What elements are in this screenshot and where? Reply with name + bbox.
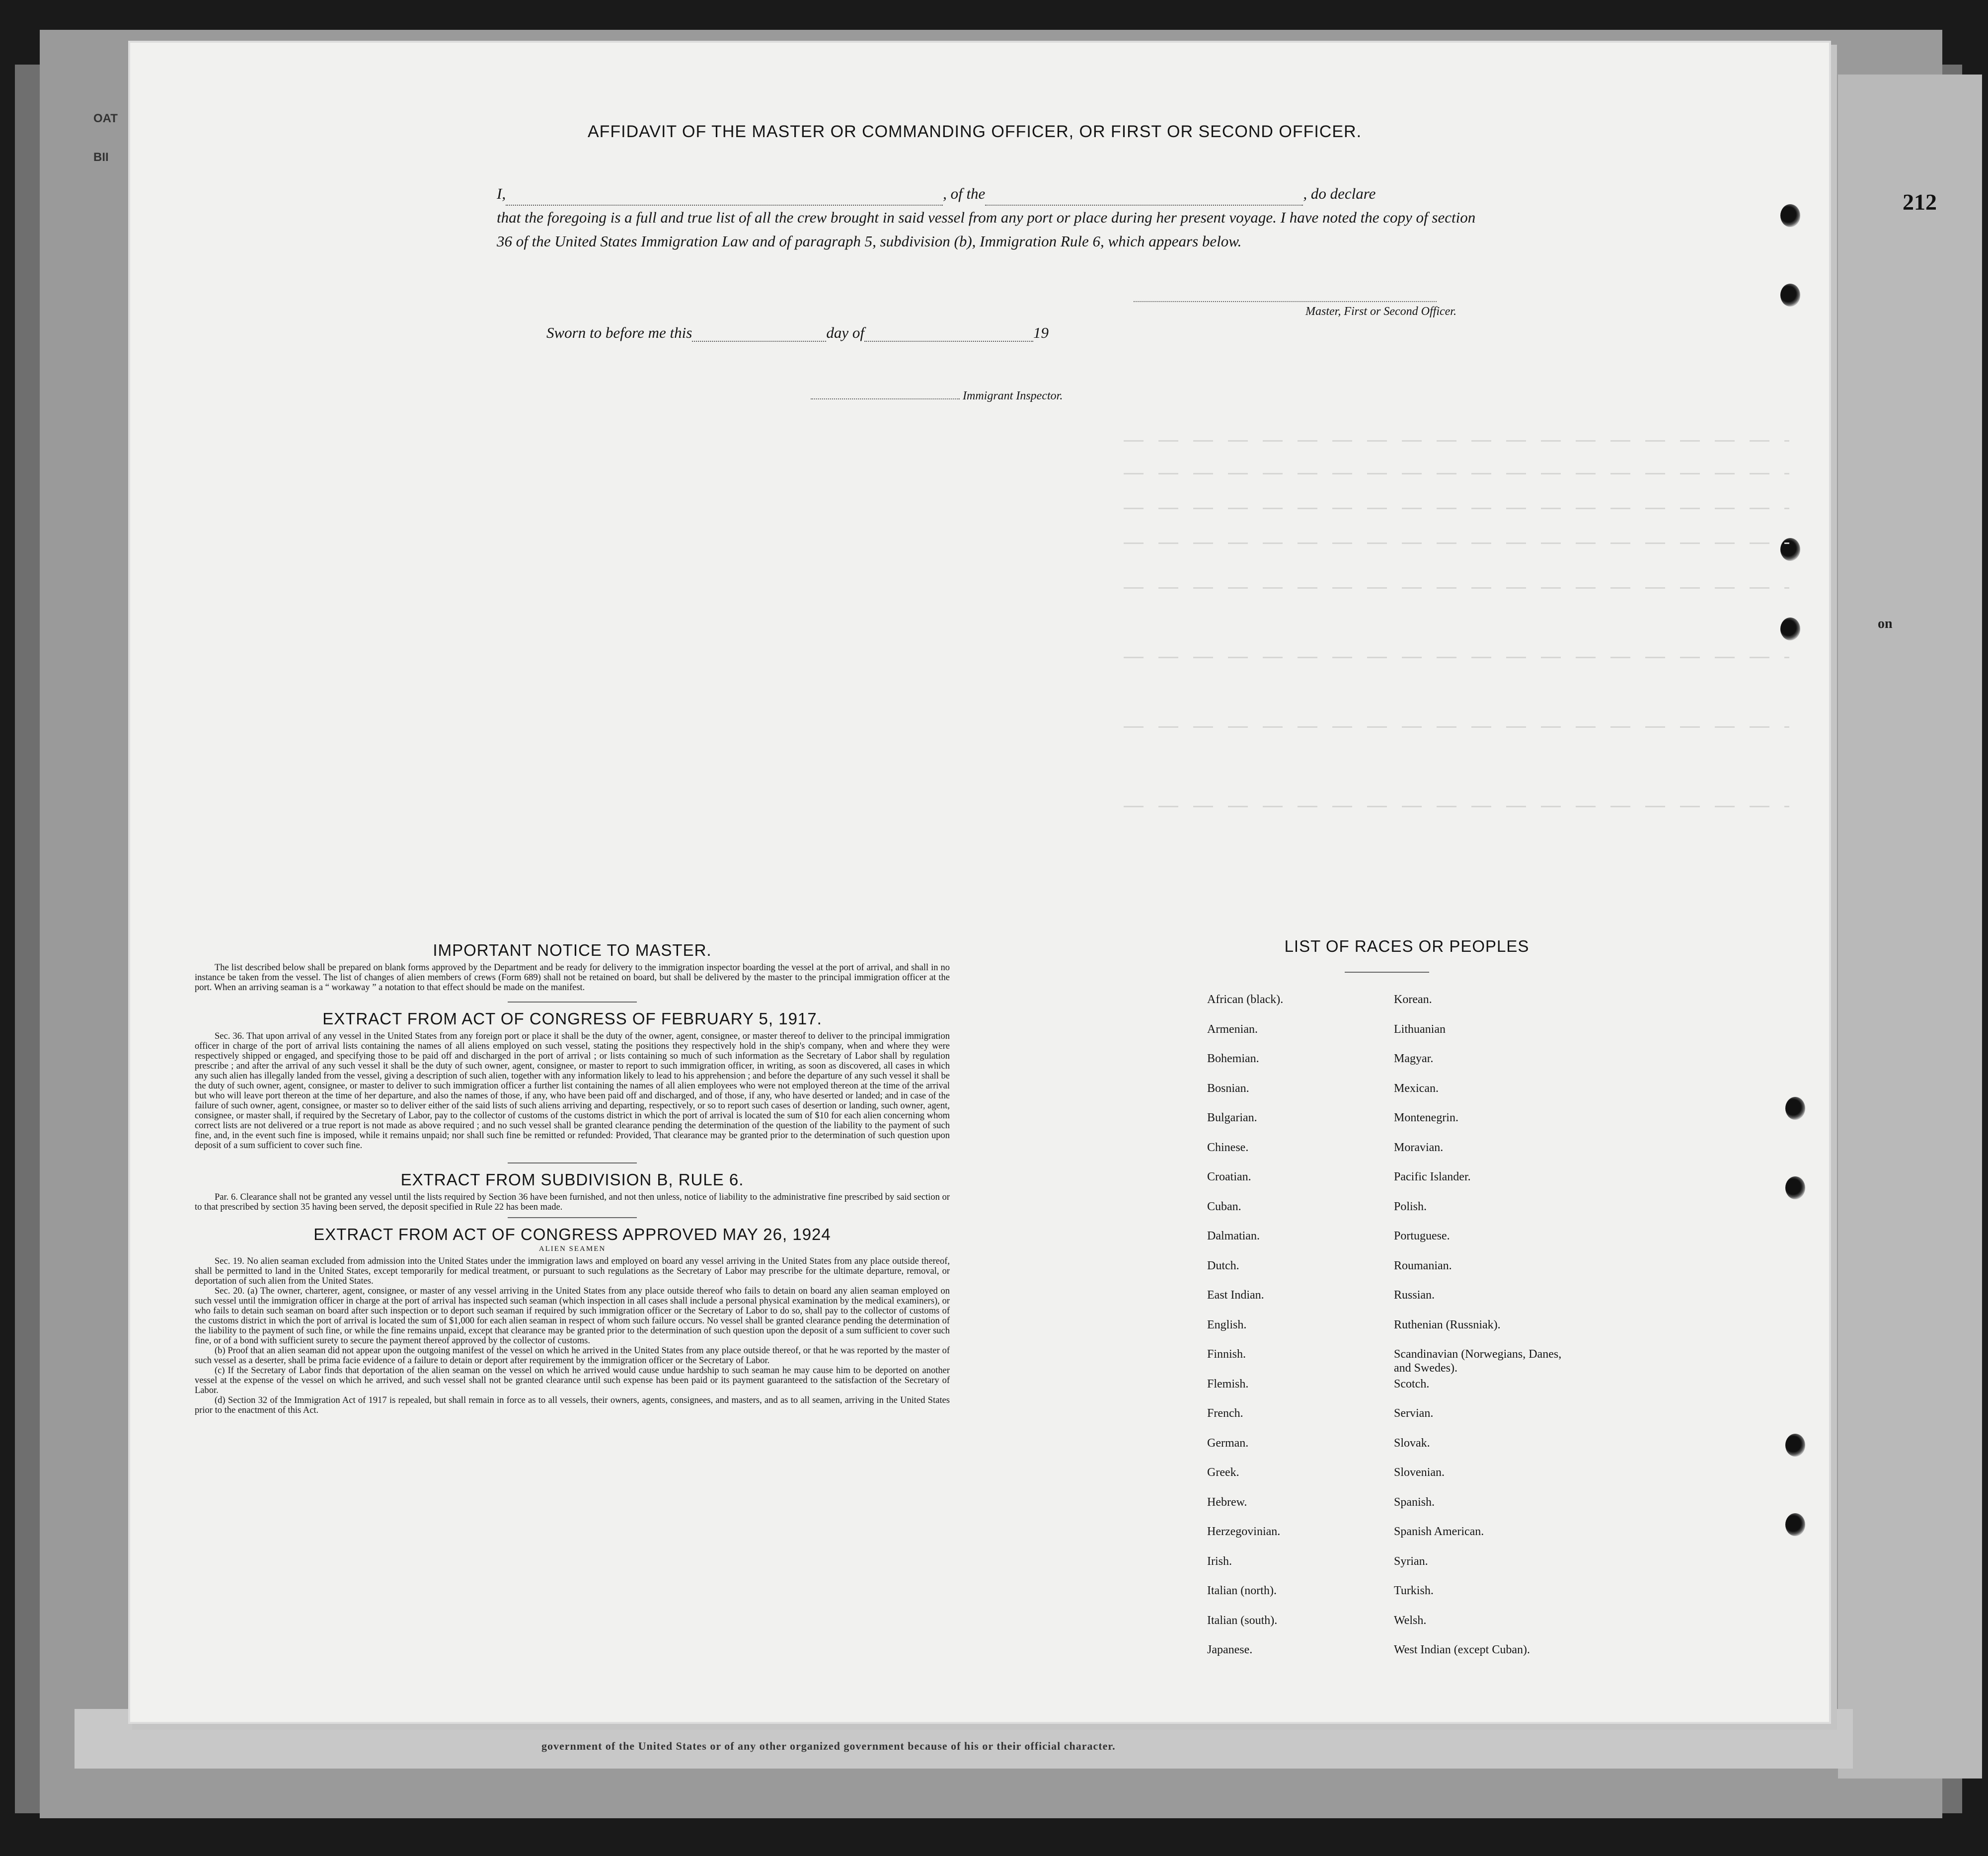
races-right-column bbox=[1394, 993, 1573, 1673]
bleed-line bbox=[1124, 473, 1789, 474]
bleed-line bbox=[1124, 726, 1789, 728]
vessel-blank[interactable] bbox=[985, 189, 1303, 206]
race-item: Polish. bbox=[1394, 1200, 1427, 1213]
punch-hole bbox=[1785, 1513, 1805, 1536]
extract-1924-sec20d: (d) Section 32 of the Immigration Act of 1917 is repealed, but shall remain in force as to all vessels, their owners, agents, consignees, and masters, and as to all seamen, arriving in the United States prior to the enactment of this Act. bbox=[195, 1395, 950, 1415]
left-tab-line: OAT bbox=[93, 112, 118, 125]
affidavit-declaration-line bbox=[497, 182, 1480, 206]
punch-hole bbox=[1785, 1176, 1805, 1199]
race-item: African (black). bbox=[1207, 993, 1284, 1006]
extract-1924-sec19: Sec. 19. No alien seaman excluded from admission into the United States under the immigration laws and employed on board any vessel arriving in the United States from any place outside thereof, shall be permitted to land in the United States, except temporarily for medical treatment, or pursuant to such regulations as the Secretary of Labor may prescribe for the ultimate departure, removal, or deportation of such alien from the United States. bbox=[195, 1256, 950, 1286]
race-item: French. bbox=[1207, 1407, 1243, 1420]
month-blank[interactable] bbox=[864, 326, 1033, 342]
race-item: Spanish American. bbox=[1394, 1525, 1484, 1538]
race-item: Herzegovinian. bbox=[1207, 1525, 1281, 1538]
bleed-line bbox=[1124, 508, 1789, 509]
left-tab-line: BII bbox=[93, 151, 109, 164]
page-number: 212 bbox=[1903, 189, 1937, 215]
punch-hole bbox=[1780, 538, 1800, 561]
race-item: Flemish. bbox=[1207, 1377, 1249, 1391]
rule-6-title: EXTRACT FROM SUBDIVISION B, RULE 6. bbox=[400, 1170, 744, 1189]
extract-1924-sec20a: Sec. 20. (a) The owner, charterer, agent, consignee, or master of any vessel arriving in the United States from any place outside thereof who fails to detain on board any alien seaman employed on such vessel until the immigration officer in charge at the port of arrival has inspected such seaman (which inspection in all cases shall include a personal physical examination by the medical examiners), or who fails to detain such seaman on board after such inspection or to deport such seaman if required by such immigration officer or the Secretary of Labor to do so, shall pay to the collector of customs of the customs district in which the port of arrival is located the sum of $1,000 for each alien seaman in respect of whom such failure occurs. No vessel shall be granted clearance pending the determination of the liability to the payment of such fine, or while the fine remains unpaid, except that clearance may be granted prior to the determination of such question upon the deposit of a sum sufficient to cover such fine, or of a bond with sufficient surety to secure the payment thereof approved by the collector of customs. bbox=[195, 1286, 950, 1346]
race-item: Pacific Islander. bbox=[1394, 1170, 1471, 1183]
day-blank[interactable] bbox=[692, 326, 826, 342]
bleed-line bbox=[1124, 440, 1789, 442]
notice-text: The list described below shall be prepared on blank forms approved by the Department and be ready for delivery to the immigration inspector boarding the vessel at the port of arrival, and shall in no instance be taken from the vessel. The list of changes of alien members of crews (Form 689) shall not be retained on board, but shall be delivered by the master to the principal immigration officer at the port. When an arriving seaman is a “ workaway ” a notation to that effect should be made on the manifest. bbox=[195, 963, 950, 993]
race-item: Croatian. bbox=[1207, 1170, 1251, 1183]
race-item: German. bbox=[1207, 1436, 1249, 1450]
bleed-line bbox=[1124, 587, 1789, 589]
punch-hole bbox=[1780, 618, 1800, 640]
race-item: Armenian. bbox=[1207, 1022, 1258, 1036]
punch-hole bbox=[1785, 1097, 1805, 1120]
affidavit-text: that the foregoing is a full and true list of all the crew brought in said vessel from any port or place during her present voyage. I have noted the copy of section 36 of the United States Immigration Law and of paragraph 5, subdivision (b), Immigration Rule 6, which appears below. bbox=[497, 209, 1476, 250]
punch-hole bbox=[1780, 284, 1800, 307]
bleed-line bbox=[1124, 657, 1789, 658]
affidavit-title: AFFIDAVIT OF THE MASTER OR COMMANDING OFFICER, OR FIRST OR SECOND OFFICER. bbox=[587, 122, 1362, 141]
signature-caption: Master, First or Second Officer. bbox=[1305, 305, 1456, 318]
race-item: Spanish. bbox=[1394, 1495, 1435, 1509]
race-item: Italian (south). bbox=[1207, 1614, 1278, 1627]
inspector-signature-line[interactable] bbox=[811, 398, 960, 399]
divider bbox=[508, 1002, 637, 1003]
race-item: Bohemian. bbox=[1207, 1052, 1259, 1065]
bleed-text: on bbox=[1878, 616, 1893, 631]
divider bbox=[508, 1162, 637, 1163]
race-item: Turkish. bbox=[1394, 1584, 1434, 1597]
race-item: East Indian. bbox=[1207, 1289, 1264, 1302]
divider bbox=[508, 1217, 637, 1218]
race-item: Syrian. bbox=[1394, 1554, 1428, 1568]
race-item: Ruthenian (Russniak). bbox=[1394, 1318, 1501, 1331]
bottom-strip-text: government of the United States or of any other organized government because of his or their official character. bbox=[541, 1740, 1116, 1752]
left-tab-text bbox=[93, 99, 118, 177]
affidavit-line1-end: , do declare bbox=[1303, 185, 1376, 202]
race-item: Montenegrin. bbox=[1394, 1111, 1458, 1124]
bleed-line bbox=[1124, 806, 1789, 807]
race-item: Moravian. bbox=[1394, 1141, 1444, 1154]
race-item: Scotch. bbox=[1394, 1377, 1430, 1391]
race-item: Welsh. bbox=[1394, 1614, 1427, 1627]
race-item: West Indian (except Cuban). bbox=[1394, 1643, 1530, 1656]
race-item: Bosnian. bbox=[1207, 1082, 1249, 1095]
race-item: Irish. bbox=[1207, 1554, 1232, 1568]
race-item: Bulgarian. bbox=[1207, 1111, 1257, 1124]
extract-1917-title: EXTRACT FROM ACT OF CONGRESS OF FEBRUARY 5, 1917. bbox=[322, 1009, 822, 1028]
race-item: Dalmatian. bbox=[1207, 1230, 1260, 1242]
race-item: Roumanian. bbox=[1394, 1259, 1452, 1272]
race-item: Russian. bbox=[1394, 1289, 1435, 1302]
form-sheet bbox=[130, 43, 1829, 1722]
race-item: Servian. bbox=[1394, 1407, 1434, 1420]
name-blank[interactable] bbox=[506, 189, 943, 206]
extract-1924-subtitle: ALIEN SEAMEN bbox=[538, 1245, 606, 1253]
race-item: Portuguese. bbox=[1394, 1230, 1450, 1242]
punch-hole bbox=[1780, 204, 1800, 227]
race-item: Korean. bbox=[1394, 993, 1432, 1006]
race-item: Lithuanian bbox=[1394, 1022, 1446, 1036]
affidavit-line1-mid: , of the bbox=[943, 185, 986, 202]
race-item: Slovak. bbox=[1394, 1436, 1430, 1450]
sworn-line bbox=[546, 324, 1049, 342]
affidavit-body bbox=[497, 182, 1480, 253]
notice-title: IMPORTANT NOTICE TO MASTER. bbox=[433, 941, 712, 959]
inspector-caption: Immigrant Inspector. bbox=[963, 389, 1063, 402]
sworn-year: 19 bbox=[1033, 324, 1049, 341]
races-title: LIST OF RACES OR PEOPLES bbox=[1284, 937, 1529, 955]
race-item: Finnish. bbox=[1207, 1348, 1246, 1361]
extract-1924-sec20b: (b) Proof that an alien seaman did not appear upon the outgoing manifest of the vessel on which he arrived in the United States from any place outside thereof, or that he was reported by the master of such vessel as a deserter, shall be prima facie evidence of a failure to detain or deport after requirement by the immigration officer or the Secretary of Labor. bbox=[195, 1346, 950, 1366]
race-item: Slovenian. bbox=[1394, 1466, 1445, 1479]
race-item: Cuban. bbox=[1207, 1200, 1241, 1213]
bleed-line bbox=[1124, 542, 1789, 544]
signature-line[interactable] bbox=[1134, 301, 1437, 302]
sworn-start: Sworn to before me this bbox=[546, 324, 692, 341]
race-item: Hebrew. bbox=[1207, 1495, 1247, 1509]
race-item: Italian (north). bbox=[1207, 1584, 1277, 1597]
extract-1924-title: EXTRACT FROM ACT OF CONGRESS APPROVED MAY 26, 1924 bbox=[313, 1225, 831, 1243]
race-item: Magyar. bbox=[1394, 1052, 1434, 1065]
extract-1917-text: Sec. 36. That upon arrival of any vessel in the United States from any foreign port or place it shall be the duty of the owner, agent, consignee, or master thereof to deliver to the principal immigration officer in charge of the port of arrival lists containing the names of all aliens employed on such vessel, stating the positions they respectively hold in the ship's company, when and where they were respectively shipped or engaged, and specifying those to be paid off and discharged in the port of arrival ; or lists containing so much of such information as the Secretary of Labor shall by regulation prescribe ; and after the arrival of any such vessel it shall be the duty of such owner, agent, consignee, or master to report to such immigration officer, in writing, as soon as discovered, all cases in which any such alien has illegally landed from the vessel, giving a description of such alien, together with any information likely to lead to his apprehension ; and before the departure of any such vessel it shall be the duty of such owner, agent, consignee, or master to deliver to such immigration officer a further list containing the names of all alien employees who were not employed thereon at the time of the arrival but who will leave port thereon at the time of her departure, and also the names of those, if any, who have been paid off and discharged, and of those, if any, who have deserted or landed; and in case of the failure of such owner, agent, consignee, or master so to deliver either of the said lists of such aliens arriving and departing, respectively, or so to report such cases of desertion or landing, such owner, agent, consignee, or master shall, if required by the Secretary of Labor, pay to the collector of customs of the customs district in which the port of arrival is located the sum of $10 for each alien concerning whom correct lists are not delivered or a true report is not made as above required ; and no such vessel shall be granted clearance pending the determination of the question of the liability to the payment of such fine, and, in the event such fine is imposed, while it remains unpaid; nor shall such fine be remitted or refunded: Provided, That clearance may be granted prior to the determination of such question upon deposit of a sum sufficient to cover such fine. bbox=[195, 1031, 950, 1151]
adjacent-page-edge bbox=[1838, 75, 1982, 1779]
races-left-column bbox=[1207, 993, 1283, 1673]
extract-1924-sec20c: (c) If the Secretary of Labor finds that deportation of the alien seaman on the vessel on which he arrived would cause undue hardship to such seaman he may cause him to be deported on another vessel at the expense of the vessel on which he arrived, and such vessel shall not be granted clearance until such expense has been paid or its payment guaranteed to the satisfaction of the Secretary of Labor. bbox=[195, 1366, 950, 1395]
race-item: Japanese. bbox=[1207, 1643, 1253, 1656]
race-item: English. bbox=[1207, 1318, 1247, 1331]
punch-hole bbox=[1785, 1434, 1805, 1457]
race-item: Greek. bbox=[1207, 1466, 1239, 1479]
race-item: Mexican. bbox=[1394, 1082, 1439, 1095]
sworn-mid: day of bbox=[826, 324, 864, 341]
divider bbox=[1345, 972, 1429, 973]
notice-column bbox=[195, 941, 950, 1415]
race-item: Chinese. bbox=[1207, 1141, 1249, 1154]
rule-6-text: Par. 6. Clearance shall not be granted any vessel until the lists required by Section 36 have been furnished, and not then unless, notice of liability to the administrative fine prescribed by said section or to that prescribed by section 35 having been served, the deposit specified in Rule 22 has been made. bbox=[195, 1192, 950, 1212]
affidavit-line1-start: I, bbox=[497, 185, 506, 202]
race-item: Dutch. bbox=[1207, 1259, 1239, 1272]
race-item: Scandinavian (Norwegians, Danes, and Swedes). bbox=[1394, 1348, 1562, 1375]
